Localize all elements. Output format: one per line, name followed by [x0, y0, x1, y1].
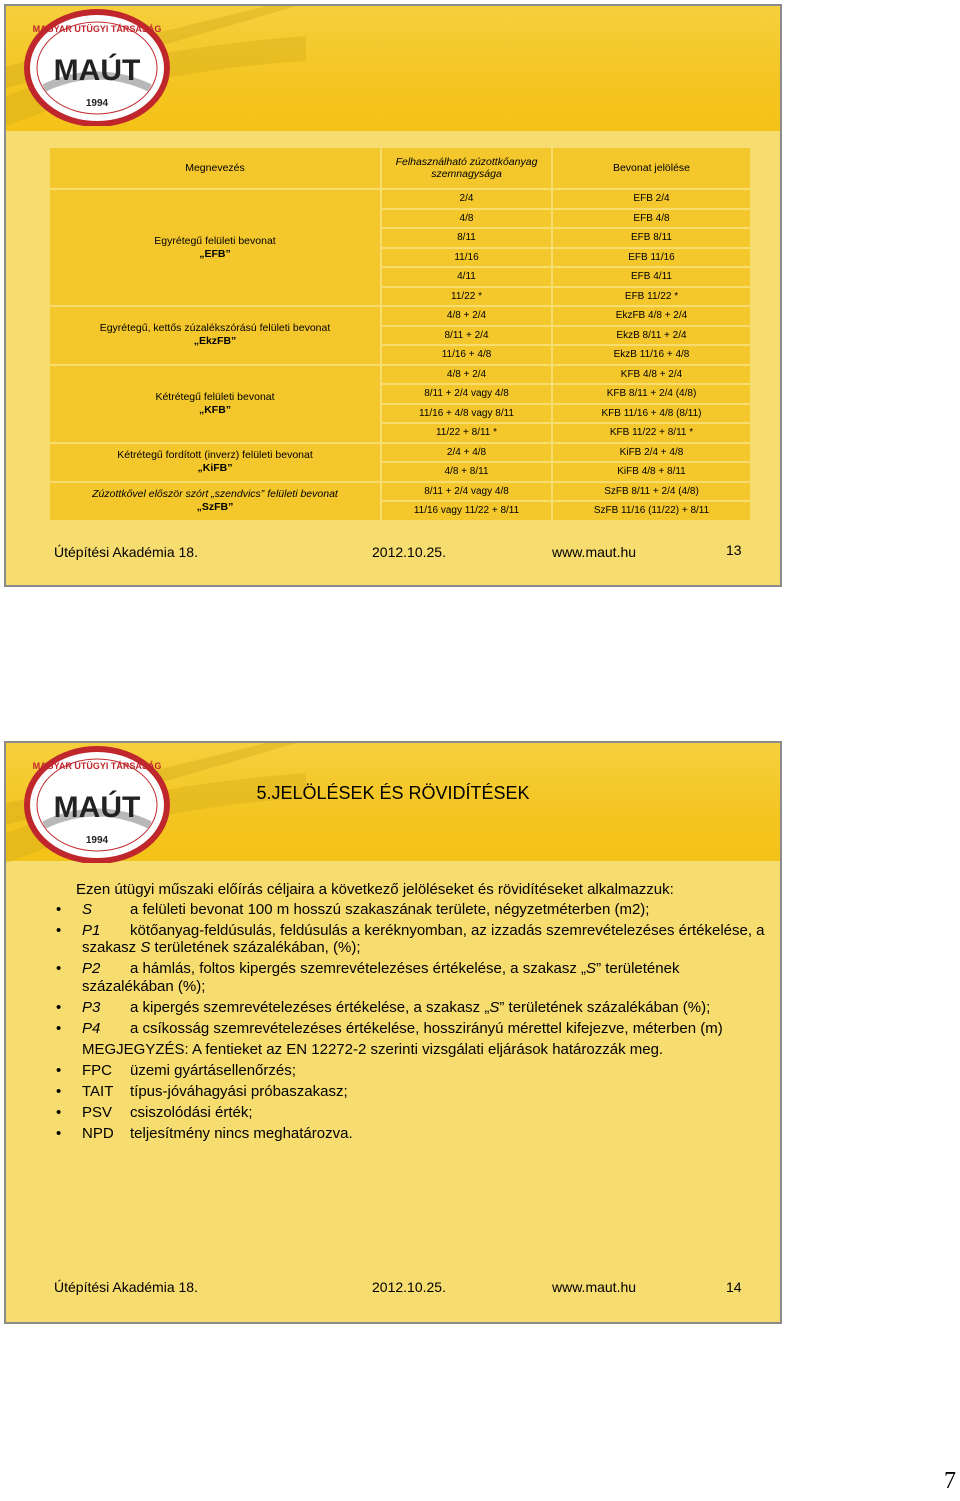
slide-13 — [4, 4, 782, 587]
coating-table — [48, 146, 752, 522]
abbrev: PSV — [82, 1103, 113, 1121]
coating-code-cell: SzFB 8/11 + 2/4 (4/8) — [552, 482, 751, 502]
svg-text:MAGYAR ÚTÜGYI TÁRSASÁG: MAGYAR ÚTÜGYI TÁRSASÁG — [32, 761, 162, 771]
definition: csiszolódási érték; — [130, 1103, 253, 1121]
maut-logo — [22, 8, 172, 126]
table-body — [49, 189, 751, 521]
slide-number: 14 — [726, 1279, 742, 1295]
coating-code-cell: KiFB 2/4 + 4/8 — [552, 443, 751, 463]
definition-cont: területének százalékában, (%); — [154, 939, 361, 956]
intro-text: Ezen útügyi műszaki előírás céljaira a következő jelöléseket és rövidítéseket alkalmazzuk: — [76, 881, 674, 898]
abbrev: TAIT — [82, 1082, 114, 1100]
coating-code-cell: EFB 11/22 * — [552, 287, 751, 307]
footer-url[interactable]: www.maut.hu — [552, 1279, 637, 1295]
table-row — [49, 443, 751, 463]
grain-size-cell: 2/4 — [381, 189, 552, 209]
definition: kötőanyag-feldúsulás, feldúsulás a keréknyomban, az izzadás szemrevételezéses értékelése, a szakasz — [82, 921, 765, 956]
grain-size-cell: 11/22 * — [381, 287, 552, 307]
term: P2 — [82, 960, 101, 977]
term: P1 — [82, 921, 101, 939]
slide-content — [56, 881, 766, 1146]
grain-size-cell: 11/16 — [381, 248, 552, 268]
definition-cont: területének százalékában (%); — [82, 960, 680, 995]
grain-size-cell: 8/11 + 2/4 — [381, 326, 552, 346]
grain-size-cell: 4/8 + 2/4 — [381, 365, 552, 385]
grain-size-cell: 11/16 + 4/8 vagy 8/11 — [381, 404, 552, 424]
grain-size-cell: 11/22 + 8/11 * — [381, 423, 552, 443]
definition: a kipergés szemrevételezéses értékelése, a szakasz — [130, 998, 481, 1016]
coating-name-cell — [49, 365, 381, 443]
coating-name: Egyrétegű felületi bevonat — [154, 234, 276, 247]
coating-code-cell: EFB 4/8 — [552, 209, 751, 229]
coating-name: Zúzottkővel először szórt „szendvics” felületi bevonat — [92, 488, 338, 500]
coating-code-cell: KFB 8/11 + 2/4 (4/8) — [552, 384, 751, 404]
footer-title: Útépítési Akadémia 18. — [54, 544, 198, 560]
note-text: MEGJEGYZÉS: A fentieket az EN 12272-2 szerinti vizsgálati eljárások határozzák meg. — [82, 1040, 664, 1058]
slide-number: 13 — [726, 542, 742, 558]
coating-code: „EFB” — [199, 247, 231, 260]
list-item — [56, 1020, 766, 1038]
coating-code-cell: EkzFB 4/8 + 2/4 — [552, 306, 751, 326]
table-row — [49, 482, 751, 502]
coating-code-cell: KFB 4/8 + 2/4 — [552, 365, 751, 385]
slide-title: 5.JELÖLÉSEK ÉS RÖVIDÍTÉSEK — [256, 783, 530, 803]
footer-date: 2012.10.25. — [372, 544, 446, 560]
slide-14 — [4, 741, 782, 1324]
grain-size-cell: 4/11 — [381, 267, 552, 287]
term: S — [82, 900, 93, 918]
list-item — [56, 1083, 766, 1101]
definition: a felületi bevonat 100 m hosszú szakaszának területe, négyzetméterben (m2); — [130, 900, 650, 918]
svg-text:1994: 1994 — [85, 835, 109, 846]
coating-code-cell: KiFB 4/8 + 8/11 — [552, 462, 751, 482]
page-number: 7 — [944, 1468, 956, 1494]
list-item — [56, 1062, 766, 1080]
coating-name: Kétrétegű felületi bevonat — [155, 390, 275, 403]
abbrev: NPD — [82, 1124, 114, 1142]
header-code: Bevonat jelölése — [552, 147, 751, 189]
bullet-icon: • — [56, 1019, 62, 1037]
list-item: • P2 a hámlás, foltos kipergés szemrevételezéses értékelése, a szakasz „S” területének százalékában (%); — [56, 960, 680, 995]
term: P3 — [82, 998, 101, 1016]
bullet-icon: • — [56, 921, 62, 939]
bullet-icon: • — [56, 900, 62, 918]
table-row — [49, 365, 751, 385]
coating-code-cell: EFB 4/11 — [552, 267, 751, 287]
coating-code: „KiFB” — [197, 462, 233, 474]
grain-size-cell: 4/8 — [381, 209, 552, 229]
footer-url[interactable]: www.maut.hu — [552, 544, 637, 560]
footer-title: Útépítési Akadémia 18. — [54, 1279, 198, 1295]
list-item — [56, 922, 766, 957]
list-item — [56, 1104, 766, 1122]
coating-name-cell — [49, 189, 381, 306]
coating-code: „EkzFB” — [193, 335, 237, 348]
coating-code-cell: EkzB 8/11 + 2/4 — [552, 326, 751, 346]
coating-name-cell — [49, 482, 381, 521]
symbol: S — [489, 998, 500, 1016]
grain-size-cell: 11/16 + 4/8 — [381, 345, 552, 365]
coating-code: „KFB” — [198, 403, 232, 416]
table-row — [49, 306, 751, 326]
svg-text:1994: 1994 — [85, 98, 109, 109]
list-item: • P3 a kipergés szemrevételezéses értékelése, a szakasz „S” területének százalékában (%); — [56, 998, 711, 1016]
symbol: S — [140, 939, 151, 956]
grain-size-cell: 4/8 + 8/11 — [381, 462, 552, 482]
bullet-icon: • — [56, 1103, 62, 1121]
coating-name: Egyrétegű, kettős zúzalékszórású felületi bevonat — [99, 322, 331, 335]
svg-text:MAÚT: MAÚT — [53, 791, 141, 824]
term: P4 — [82, 1019, 101, 1037]
table-row — [49, 189, 751, 209]
coating-code: „SzFB” — [196, 501, 234, 513]
bullet-icon: • — [56, 1082, 62, 1100]
coating-name-cell — [49, 443, 381, 482]
abbrev: FPC — [82, 1061, 112, 1079]
definition: a csíkosság szemrevételezéses értékelése, hosszirányú mérettel kifejezve, méterben (m) — [130, 1019, 723, 1037]
svg-text:MAÚT: MAÚT — [53, 54, 141, 87]
coating-code-cell: EFB 11/16 — [552, 248, 751, 268]
coating-code-cell: EFB 8/11 — [552, 228, 751, 248]
definition: teljesítmény nincs meghatározva. — [130, 1124, 353, 1142]
grain-size-cell: 11/16 vagy 11/22 + 8/11 — [381, 501, 552, 521]
coating-code-cell: SzFB 11/16 (11/22) + 8/11 — [552, 501, 751, 521]
grain-size-cell: 8/11 + 2/4 vagy 4/8 — [381, 482, 552, 502]
bullet-icon: • — [56, 960, 62, 977]
coating-code-cell: EFB 2/4 — [552, 189, 751, 209]
list-item — [56, 901, 766, 919]
grain-size-cell: 8/11 + 2/4 vagy 4/8 — [381, 384, 552, 404]
grain-size-cell: 4/8 + 2/4 — [381, 306, 552, 326]
grain-size-cell: 8/11 — [381, 228, 552, 248]
definition: a hámlás, foltos kipergés szemrevételezéses értékelése, a szakasz — [130, 960, 577, 977]
coating-name: Kétrétegű fordított (inverz) felületi bevonat — [117, 449, 313, 461]
bullet-icon: • — [56, 1061, 62, 1079]
symbol: S — [586, 960, 597, 977]
footer-date: 2012.10.25. — [372, 1279, 446, 1295]
coating-code-cell: EkzB 11/16 + 4/8 — [552, 345, 751, 365]
definition-cont: területének százalékában (%); — [508, 998, 711, 1016]
svg-text:MAGYAR ÚTÜGYI TÁRSASÁG: MAGYAR ÚTÜGYI TÁRSASÁG — [32, 24, 162, 34]
coating-name-cell — [49, 306, 381, 365]
bullet-icon: • — [56, 1124, 62, 1142]
header-name: Megnevezés — [49, 147, 381, 189]
coating-code-cell: KFB 11/22 + 8/11 * — [552, 423, 751, 443]
coating-code-cell: KFB 11/16 + 4/8 (8/11) — [552, 404, 751, 424]
definition: üzemi gyártásellenőrzés; — [130, 1061, 296, 1079]
maut-logo — [22, 745, 172, 863]
grain-size-cell: 2/4 + 4/8 — [381, 443, 552, 463]
list-item — [56, 1125, 766, 1143]
bullet-icon: • — [56, 998, 62, 1016]
definition: típus-jóváhagyási próbaszakasz; — [130, 1082, 348, 1100]
header-grain: Felhasználható zúzottkőanyag szemnagysága — [381, 147, 552, 189]
